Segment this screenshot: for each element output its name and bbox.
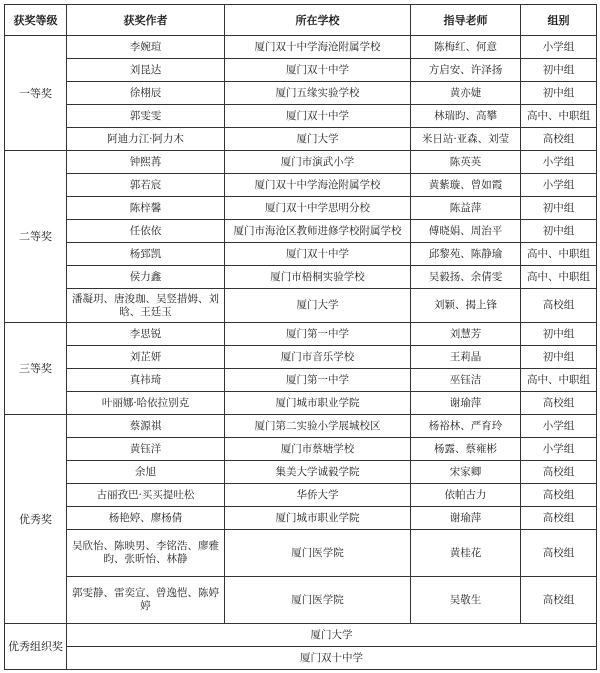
awards-table [4, 4, 597, 670]
group-cell: 初中组 [521, 346, 597, 369]
level-excellence-prize: 优秀奖 [5, 415, 67, 624]
teacher-cell: 谢瑜萍 [411, 507, 521, 530]
school-cell: 厦门双十中学 [225, 105, 411, 128]
school-cell: 厦门城市职业学院 [225, 392, 411, 415]
school-cell: 厦门市梧桐实验学校 [225, 266, 411, 289]
table-row [5, 266, 597, 289]
author-cell: 杨艳婷、廖杨倩 [67, 507, 225, 530]
header-level: 获奖等级 [5, 5, 67, 36]
header-school: 所在学校 [225, 5, 411, 36]
table-row [5, 346, 597, 369]
teacher-cell: 黄紫璇、曾如霞 [411, 174, 521, 197]
group-cell: 高校组 [521, 484, 597, 507]
school-cell: 集美大学诚毅学院 [225, 461, 411, 484]
teacher-cell: 陈梅红、何意 [411, 36, 521, 59]
table-row [5, 105, 597, 128]
teacher-cell: 刘颖、揭上锋 [411, 289, 521, 323]
table-row [5, 484, 597, 507]
author-cell: 黄钰洋 [67, 438, 225, 461]
author-cell: 钟熙苒 [67, 151, 225, 174]
table-row [5, 36, 597, 59]
teacher-cell: 吴毅扬、余倩雯 [411, 266, 521, 289]
teacher-cell: 宋家卿 [411, 461, 521, 484]
table-row [5, 197, 597, 220]
author-cell: 李婉瑄 [67, 36, 225, 59]
table-row [5, 128, 597, 151]
table-row [5, 577, 597, 624]
author-cell: 吴欣怡、陈映男、李铭浩、廖雅昀、张昕怡、林静 [67, 530, 225, 577]
author-cell: 徐栩辰 [67, 82, 225, 105]
teacher-cell: 刘慧芳 [411, 323, 521, 346]
table-row [5, 151, 597, 174]
teacher-cell: 杨裕林、严育玲 [411, 415, 521, 438]
table-row [5, 415, 597, 438]
teacher-cell: 杨露、蔡雍彬 [411, 438, 521, 461]
school-cell: 厦门大学 [225, 289, 411, 323]
table-row [5, 647, 597, 670]
group-cell: 初中组 [521, 323, 597, 346]
teacher-cell: 方启安、许泽扬 [411, 59, 521, 82]
group-cell: 小学组 [521, 415, 597, 438]
group-cell: 高校组 [521, 128, 597, 151]
table-row [5, 369, 597, 392]
school-cell: 厦门双十中学海沧附属学校 [225, 174, 411, 197]
school-cell: 厦门市音乐学校 [225, 346, 411, 369]
teacher-cell: 黄桂花 [411, 530, 521, 577]
school-cell: 厦门双十中学思明分校 [225, 197, 411, 220]
author-cell: 李思锐 [67, 323, 225, 346]
author-cell: 真祎琦 [67, 369, 225, 392]
group-cell: 高校组 [521, 289, 597, 323]
table-row [5, 289, 597, 323]
table-row [5, 507, 597, 530]
school-cell: 厦门医学院 [225, 530, 411, 577]
school-cell: 华侨大学 [225, 484, 411, 507]
table-row [5, 323, 597, 346]
group-cell: 高中、中职组 [521, 243, 597, 266]
group-cell: 高校组 [521, 392, 597, 415]
school-cell: 厦门医学院 [225, 577, 411, 624]
group-cell: 初中组 [521, 59, 597, 82]
header-group: 组别 [521, 5, 597, 36]
teacher-cell: 依帕古力 [411, 484, 521, 507]
group-cell: 高校组 [521, 461, 597, 484]
level-second-prize: 二等奖 [5, 151, 67, 323]
school-cell: 厦门双十中学 [225, 59, 411, 82]
teacher-cell: 吴敬生 [411, 577, 521, 624]
school-cell: 厦门市演武小学 [225, 151, 411, 174]
school-cell: 厦门市海沧区教师进修学校附属学校 [225, 220, 411, 243]
author-cell: 阿迪力江·阿力木 [67, 128, 225, 151]
organization-cell: 厦门大学 [67, 624, 597, 647]
teacher-cell: 谢瑜萍 [411, 392, 521, 415]
group-cell: 高中、中职组 [521, 369, 597, 392]
school-cell: 厦门市蔡塘学校 [225, 438, 411, 461]
table-row [5, 59, 597, 82]
group-cell: 初中组 [521, 220, 597, 243]
group-cell: 小学组 [521, 36, 597, 59]
school-cell: 厦门城市职业学院 [225, 507, 411, 530]
table-row [5, 624, 597, 647]
group-cell: 高中、中职组 [521, 105, 597, 128]
table-row [5, 392, 597, 415]
author-cell: 郭雯雯 [67, 105, 225, 128]
school-cell: 厦门第二实验小学展城校区 [225, 415, 411, 438]
group-cell: 小学组 [521, 438, 597, 461]
teacher-cell: 陈英英 [411, 151, 521, 174]
author-cell: 任依依 [67, 220, 225, 243]
table-row [5, 174, 597, 197]
organization-cell: 厦门双十中学 [67, 647, 597, 670]
teacher-cell: 林瑞昀、高攀 [411, 105, 521, 128]
table-row [5, 243, 597, 266]
author-cell: 叶丽娜·哈依拉别克 [67, 392, 225, 415]
author-cell: 刘昆达 [67, 59, 225, 82]
author-cell: 古丽孜巴·买买提吐松 [67, 484, 225, 507]
school-cell: 厦门五缘实验学校 [225, 82, 411, 105]
author-cell: 蔡源祺 [67, 415, 225, 438]
group-cell: 初中组 [521, 197, 597, 220]
teacher-cell: 陈益萍 [411, 197, 521, 220]
author-cell: 潘凝玥、唐浚珈、吴竖措姆、刘晗、王廷玉 [67, 289, 225, 323]
author-cell: 郭雯静、雷奕宣、曾逸恺、陈婷婷 [67, 577, 225, 624]
teacher-cell: 黄亦婕 [411, 82, 521, 105]
header-row [5, 5, 597, 36]
author-cell: 郭若宸 [67, 174, 225, 197]
school-cell: 厦门第一中学 [225, 369, 411, 392]
header-teacher: 指导老师 [411, 5, 521, 36]
group-cell: 高校组 [521, 507, 597, 530]
school-cell: 厦门双十中学 [225, 243, 411, 266]
table-row [5, 220, 597, 243]
group-cell: 高中、中职组 [521, 266, 597, 289]
teacher-cell: 巫钰洁 [411, 369, 521, 392]
teacher-cell: 傅晓娟、周治平 [411, 220, 521, 243]
school-cell: 厦门大学 [225, 128, 411, 151]
author-cell: 陈梓馨 [67, 197, 225, 220]
teacher-cell: 王莉晶 [411, 346, 521, 369]
group-cell: 初中组 [521, 82, 597, 105]
school-cell: 厦门第一中学 [225, 323, 411, 346]
author-cell: 余旭 [67, 461, 225, 484]
teacher-cell: 米日站·亚森、刘莹 [411, 128, 521, 151]
table-row [5, 461, 597, 484]
group-cell: 小学组 [521, 151, 597, 174]
group-cell: 高校组 [521, 530, 597, 577]
teacher-cell: 邱黎苑、陈静瑜 [411, 243, 521, 266]
level-first-prize: 一等奖 [5, 36, 67, 151]
table-row [5, 438, 597, 461]
author-cell: 杨郅凯 [67, 243, 225, 266]
level-organization-prize: 优秀组织奖 [5, 624, 67, 670]
header-author: 获奖作者 [67, 5, 225, 36]
group-cell: 小学组 [521, 174, 597, 197]
group-cell: 高校组 [521, 577, 597, 624]
author-cell: 刘芷妍 [67, 346, 225, 369]
school-cell: 厦门双十中学海沧附属学校 [225, 36, 411, 59]
table-row [5, 82, 597, 105]
author-cell: 侯力鑫 [67, 266, 225, 289]
table-row [5, 530, 597, 577]
level-third-prize: 三等奖 [5, 323, 67, 415]
